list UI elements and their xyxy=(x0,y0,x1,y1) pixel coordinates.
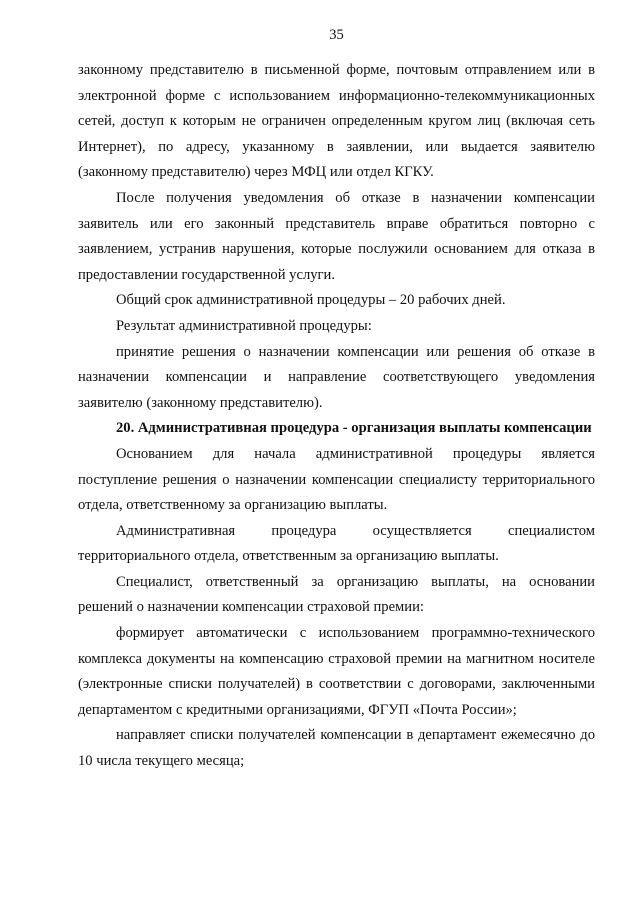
paragraph-procedure-basis: Основанием для начала административной процедуры является поступление решения о назначении компенсации специалисту территориального отдела, ответственному за организацию выплаты. xyxy=(78,445,595,514)
paragraph-repeat-application: После получения уведомления об отказе в назначении компенсации заявитель или его законный представитель вправе обратиться повторно с заявлением, устранив нарушения, которые послужили основанием для отказа в предоставлении государственной услуги. xyxy=(78,189,595,283)
paragraph-procedure-executor: Административная процедура осуществляется специалистом территориального отдела, ответственным за организацию выплаты. xyxy=(78,522,595,565)
paragraph-notification-delivery: законному представителю в письменной форме, почтовым отправлением или в электронной форме с использованием информационно-телекоммуникационных сетей, доступ к которым не ограничен определенным кругом лиц (включая сеть Интернет), по адресу, указанному в заявлении, или выдается заявителю (законному представителю) через МФЦ или отдел КГКУ. xyxy=(78,62,595,181)
document-body xyxy=(78,58,595,775)
paragraph-specialist-actions: Специалист, ответственный за организацию выплаты, на основании решений о назначении компенсации страховой премии: xyxy=(78,573,595,616)
section-heading-20: 20. Административная процедура - организация выплаты компенсации xyxy=(116,420,592,437)
page-number: 35 xyxy=(329,27,344,43)
paragraph-forms-documents: формирует автоматически с использованием программно-технического комплекса документы на компенсацию страховой премии на магнитном носителе (электронные списки получателей) в соответствии с договорами, заключенными департаментом с кредитными организациями, ФГУП «Почта России»; xyxy=(78,625,595,718)
paragraph-result-description: принятие решения о назначении компенсации или решения об отказе в назначении компенсации и направление соответствующего уведомления заявителю (законному представителю). xyxy=(78,343,595,411)
paragraph-sends-lists: направляет списки получателей компенсации в департамент ежемесячно до 10 числа текущего месяца; xyxy=(78,727,595,770)
paragraph-total-term: Общий срок административной процедуры – 20 рабочих дней. xyxy=(116,292,506,309)
paragraph-result-label: Результат административной процедуры: xyxy=(116,317,372,334)
